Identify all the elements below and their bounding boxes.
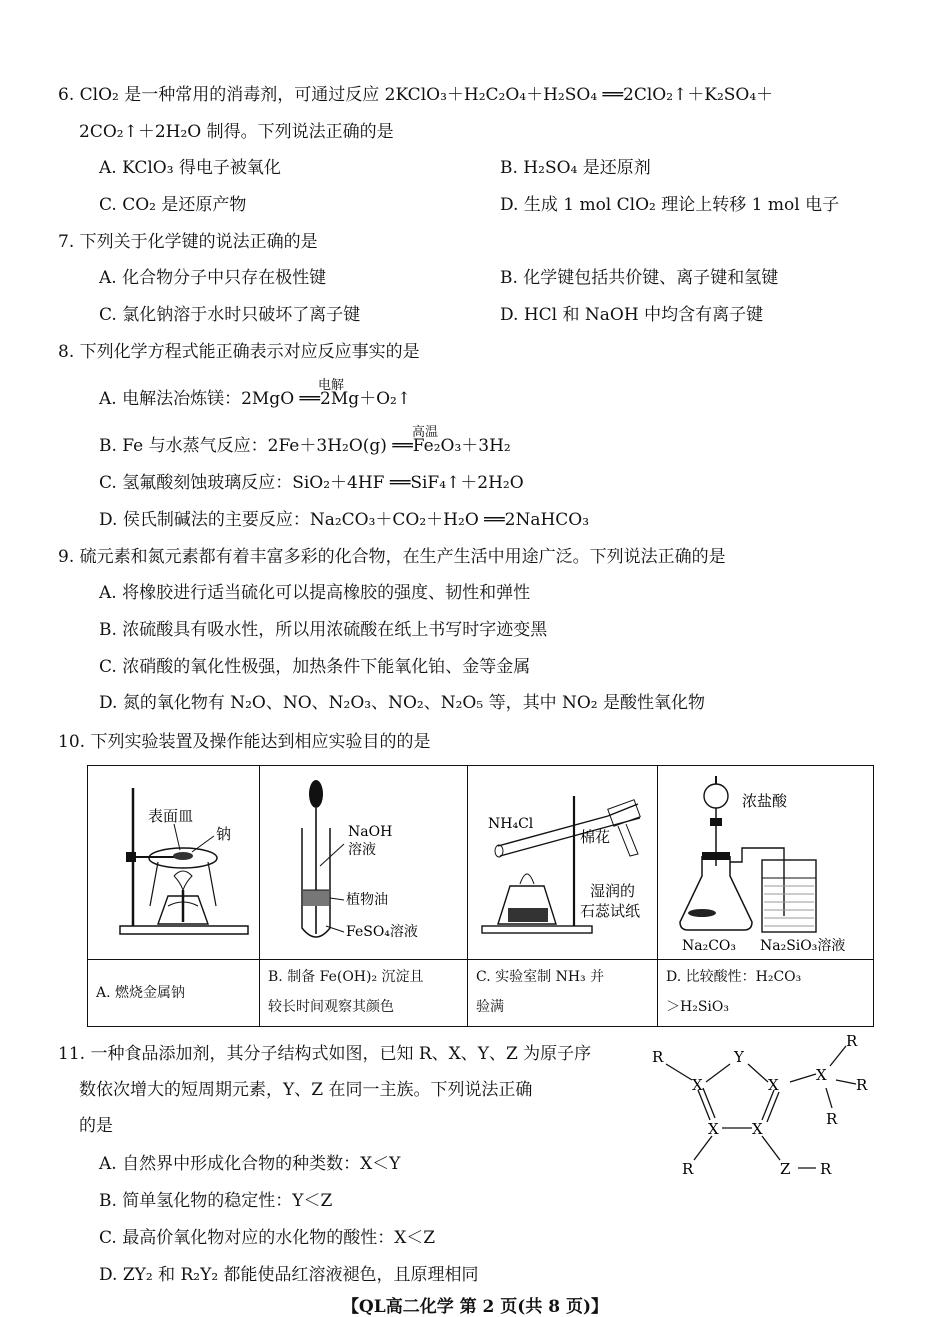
q10-stem: 10. 下列实验装置及操作能达到相应实验目的的是 (58, 732, 431, 752)
label-conc-hcl: 浓盐酸 (742, 792, 788, 810)
atom-x-substituent: X (816, 1066, 827, 1084)
caption-c-line1: C. 实验室制 NH₃ 并 (476, 969, 605, 985)
q8-option-d: D. 侯氏制碱法的主要反应：Na₂CO₃＋CO₂＋H₂O ══2NaHCO₃ (99, 510, 590, 530)
q11-molecular-structure (640, 1032, 880, 1182)
q11-option-c: C. 最高价氧化物对应的水化物的酸性：X＜Z (99, 1228, 436, 1248)
q11-stem-line2: 数依次增大的短周期元素，Y、Z 在同一主族。下列说法正确 (79, 1080, 533, 1100)
page-footer: 【QL高二化学 第 2 页(共 8 页)】 (341, 1297, 609, 1317)
atom-x-bottom-right: X (752, 1120, 763, 1138)
apparatus-b-cell (260, 766, 468, 960)
q6-option-b: B. H₂SO₄ 是还原剂 (500, 158, 651, 178)
apparatus-a-figure (88, 766, 260, 954)
atom-r-upper-right: R (846, 1032, 858, 1050)
q11-stem-line1: 11. 一种食品添加剂，其分子结构式如图，已知 R、X、Y、Z 为原子序 (58, 1044, 592, 1064)
atom-y-top: Y (734, 1048, 744, 1066)
label-moist: 湿润的 (590, 882, 636, 900)
q9-stem: 9. 硫元素和氮元素都有着丰富多彩的化合物，在生产生活中用途广泛。下列说法正确的是 (58, 547, 726, 567)
label-sodium: 钠 (216, 825, 232, 843)
q11-stem-line3: 的是 (79, 1116, 113, 1136)
caption-b (260, 960, 468, 1027)
q6-option-d: D. 生成 1 mol ClO₂ 理论上转移 1 mol 电子 (500, 195, 840, 215)
q6-stem-line1: 6. ClO₂ 是一种常用的消毒剂，可通过反应 2KClO₃＋H₂C₂O₄＋H₂SO₄ ══2ClO₂↑＋K₂SO₄＋ (58, 85, 774, 105)
label-cotton: 棉花 (580, 828, 611, 846)
atom-x-bottom-left: X (708, 1120, 719, 1138)
q10-apparatus-table (87, 765, 874, 1027)
q7-option-c: C. 氯化钠溶于水时只破坏了离子键 (99, 305, 361, 325)
caption-d (658, 960, 874, 1027)
q9-option-a: A. 将橡胶进行适当硫化可以提高橡胶的强度、韧性和弹性 (99, 583, 531, 603)
q8-b-condition: 高温 (412, 425, 439, 440)
q9-option-c: C. 浓硝酸的氧化性极强，加热条件下能氧化铂、金等金属 (99, 657, 531, 677)
q8-option-c: C. 氢氟酸刻蚀玻璃反应：SiO₂＋4HF ══SiF₄↑＋2H₂O (99, 473, 524, 493)
q8-option-b: B. Fe 与水蒸气反应：2Fe＋3H₂O(g) ══Fe₂O₃＋3H₂ (99, 436, 511, 456)
atom-r-lower-right: R (826, 1110, 838, 1128)
caption-c-line2: 验满 (476, 999, 504, 1015)
q8-stem: 8. 下列化学方程式能正确表示对应反应事实的是 (58, 342, 420, 362)
label-naoh: NaOH (348, 824, 393, 840)
apparatus-b-figure (260, 766, 468, 954)
apparatus-c-cell (468, 766, 658, 960)
atom-r-top-left: R (652, 1048, 664, 1066)
q6-option-c: C. CO₂ 是还原产物 (99, 195, 247, 215)
atom-r-right: R (856, 1076, 868, 1094)
atom-z: Z (780, 1160, 791, 1178)
apparatus-d-figure (658, 766, 874, 954)
q9-option-d: D. 氮的氧化物有 N₂O、NO、N₂O₃、NO₂、N₂O₅ 等，其中 NO₂ 是酸性氧化物 (99, 693, 706, 713)
q7-option-d: D. HCl 和 NaOH 中均含有离子键 (500, 305, 764, 325)
label-nh4cl: NH₄Cl (488, 816, 534, 832)
label-watch-glass: 表面皿 (148, 807, 194, 825)
caption-a (88, 960, 260, 1027)
label-feso4-solution: FeSO₄溶液 (346, 924, 418, 940)
q7-option-b: B. 化学键包括共价键、离子键和氢键 (500, 268, 779, 288)
atom-r-bottom-left: R (682, 1160, 694, 1178)
atom-r-bottom-right: R (820, 1160, 832, 1178)
label-litmus-paper: 石蕊试纸 (580, 902, 641, 920)
q7-stem: 7. 下列关于化学键的说法正确的是 (58, 232, 318, 252)
q9-option-b: B. 浓硫酸具有吸水性，所以用浓硫酸在纸上书写时字迹变黑 (99, 620, 548, 640)
caption-d-line2: ＞H₂SiO₃ (666, 999, 729, 1015)
q6-stem-line2: 2CO₂↑＋2H₂O 制得。下列说法正确的是 (79, 122, 394, 142)
atom-x-left: X (692, 1076, 703, 1094)
apparatus-a-cell (88, 766, 260, 960)
apparatus-c-figure (468, 766, 658, 954)
caption-c (468, 960, 658, 1027)
caption-b-line1: B. 制备 Fe(OH)₂ 沉淀且 (268, 969, 424, 985)
label-na2sio3-solution: Na₂SiO₃溶液 (760, 938, 846, 954)
q11-option-b: B. 简单氢化物的稳定性：Y＜Z (99, 1191, 333, 1211)
q7-option-a: A. 化合物分子中只存在极性键 (99, 268, 327, 288)
caption-d-line1: D. 比较酸性：H₂CO₃ (666, 969, 802, 985)
caption-a-text: A. 燃烧金属钠 (96, 985, 186, 1001)
q8-a-condition: 电解 (318, 378, 345, 393)
q11-option-d: D. ZY₂ 和 R₂Y₂ 都能使品红溶液褪色，且原理相同 (99, 1265, 479, 1285)
q11-option-a: A. 自然界中形成化合物的种类数：X＜Y (99, 1154, 401, 1174)
label-vegetable-oil: 植物油 (346, 892, 388, 908)
label-na2co3: Na₂CO₃ (682, 938, 737, 954)
apparatus-d-cell (658, 766, 874, 960)
label-solution: 溶液 (348, 842, 376, 858)
q8-option-a: A. 电解法冶炼镁：2MgO ══2Mg＋O₂↑ (99, 389, 412, 409)
caption-b-line2: 较长时间观察其颜色 (268, 999, 394, 1015)
q6-option-a: A. KClO₃ 得电子被氧化 (99, 158, 281, 178)
atom-x-right: X (768, 1076, 779, 1094)
